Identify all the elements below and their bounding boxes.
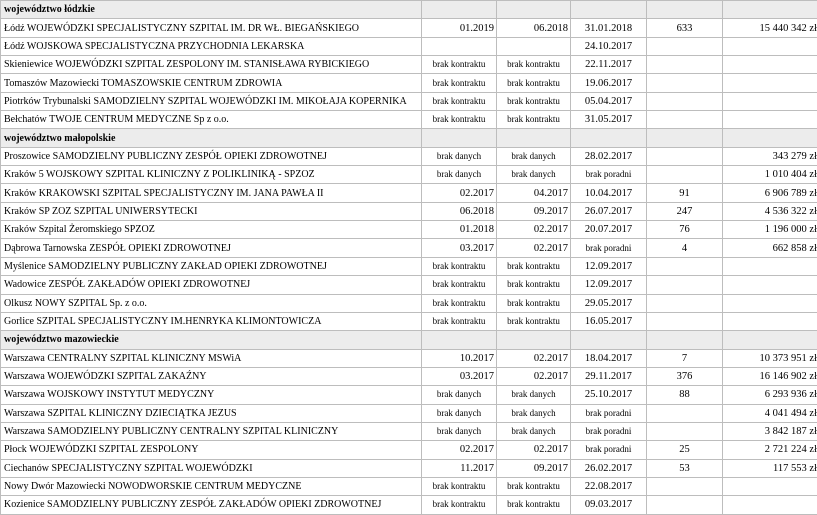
section-empty-cell — [422, 129, 497, 147]
section-empty-cell — [571, 331, 647, 349]
column-4-cell — [647, 111, 723, 129]
table-row — [1, 367, 817, 385]
column-3-cell: 10.04.2017 — [571, 184, 647, 202]
amount-cell: 1 196 000 zł — [723, 221, 817, 239]
column-1-cell: brak kontraktu — [422, 496, 497, 514]
table-row — [1, 184, 817, 202]
table-row — [1, 404, 817, 422]
column-1-cell: brak danych — [422, 166, 497, 184]
column-2-cell: brak danych — [497, 147, 571, 165]
column-1-cell: brak danych — [422, 386, 497, 404]
section-empty-cell — [422, 331, 497, 349]
section-title: województwo mazowieckie — [1, 331, 422, 349]
column-2-cell: 02.2017 — [497, 221, 571, 239]
table-row — [1, 37, 817, 55]
column-2-cell: brak kontraktu — [497, 56, 571, 74]
column-2-cell: 02.2017 — [497, 441, 571, 459]
column-4-cell — [647, 276, 723, 294]
column-4-cell — [647, 92, 723, 110]
column-1-cell: 03.2017 — [422, 367, 497, 385]
column-2-cell: brak kontraktu — [497, 477, 571, 495]
amount-cell: 6 906 789 zł — [723, 184, 817, 202]
column-3-cell: 20.07.2017 — [571, 221, 647, 239]
section-title: województwo łódzkie — [1, 1, 422, 19]
column-3-cell: 16.05.2017 — [571, 312, 647, 330]
column-3-cell: brak poradni — [571, 166, 647, 184]
section-empty-cell — [497, 129, 571, 147]
table-row — [1, 496, 817, 514]
column-4-cell: 25 — [647, 441, 723, 459]
column-4-cell: 91 — [647, 184, 723, 202]
column-4-cell — [647, 496, 723, 514]
column-3-cell: brak poradni — [571, 422, 647, 440]
column-3-cell: 18.04.2017 — [571, 349, 647, 367]
facility-name-cell: Dąbrowa Tarnowska ZESPÓŁ OPIEKI ZDROWOTNEJ — [1, 239, 422, 257]
amount-cell: 16 146 902 zł — [723, 367, 817, 385]
table-row — [1, 422, 817, 440]
facility-name-cell: Bełchatów TWOJE CENTRUM MEDYCZNE Sp z o.o. — [1, 111, 422, 129]
section-row — [1, 129, 817, 147]
column-1-cell: brak danych — [422, 422, 497, 440]
column-2-cell: brak kontraktu — [497, 294, 571, 312]
column-1-cell: 01.2019 — [422, 19, 497, 37]
column-1-cell: brak kontraktu — [422, 111, 497, 129]
column-3-cell: 12.09.2017 — [571, 276, 647, 294]
table-row — [1, 257, 817, 275]
section-empty-cell — [647, 1, 723, 19]
facility-name-cell: Gorlice SZPITAL SPECJALISTYCZNY IM.HENRYKA KLIMONTOWICZA — [1, 312, 422, 330]
column-3-cell: 25.10.2017 — [571, 386, 647, 404]
facility-name-cell: Kraków SP ZOZ SZPITAL UNIWERSYTECKI — [1, 202, 422, 220]
section-empty-cell — [723, 129, 817, 147]
column-4-cell — [647, 294, 723, 312]
column-1-cell: brak kontraktu — [422, 74, 497, 92]
column-2-cell: brak danych — [497, 422, 571, 440]
column-1-cell: 11.2017 — [422, 459, 497, 477]
facility-name-cell: Kozienice SAMODZIELNY PUBLICZNY ZESPÓŁ ZAKŁADÓW OPIEKI ZDROWOTNEJ — [1, 496, 422, 514]
column-4-cell — [647, 312, 723, 330]
table-row — [1, 111, 817, 129]
amount-cell — [723, 56, 817, 74]
column-1-cell: brak kontraktu — [422, 56, 497, 74]
column-2-cell: 09.2017 — [497, 202, 571, 220]
column-2-cell — [497, 37, 571, 55]
column-2-cell: 02.2017 — [497, 239, 571, 257]
table-row — [1, 221, 817, 239]
amount-cell: 117 553 zł — [723, 459, 817, 477]
amount-cell: 15 440 342 zł — [723, 19, 817, 37]
amount-cell: 6 293 936 zł — [723, 386, 817, 404]
column-1-cell: brak kontraktu — [422, 276, 497, 294]
facility-name-cell: Płock WOJEWÓDZKI SZPITAL ZESPOLONY — [1, 441, 422, 459]
column-2-cell: 02.2017 — [497, 349, 571, 367]
column-4-cell: 247 — [647, 202, 723, 220]
column-3-cell: 31.01.2018 — [571, 19, 647, 37]
column-3-cell: 26.02.2017 — [571, 459, 647, 477]
column-4-cell: 7 — [647, 349, 723, 367]
amount-cell — [723, 111, 817, 129]
column-2-cell: 09.2017 — [497, 459, 571, 477]
column-3-cell: 19.06.2017 — [571, 74, 647, 92]
column-1-cell: 02.2017 — [422, 441, 497, 459]
column-4-cell — [647, 74, 723, 92]
column-4-cell — [647, 477, 723, 495]
amount-cell — [723, 37, 817, 55]
section-row — [1, 331, 817, 349]
column-2-cell: 02.2017 — [497, 367, 571, 385]
section-title: województwo małopolskie — [1, 129, 422, 147]
amount-cell: 662 858 zł — [723, 239, 817, 257]
column-2-cell: brak kontraktu — [497, 276, 571, 294]
section-empty-cell — [571, 1, 647, 19]
amount-cell — [723, 74, 817, 92]
column-1-cell: brak kontraktu — [422, 312, 497, 330]
column-3-cell: 09.03.2017 — [571, 496, 647, 514]
column-3-cell: 29.05.2017 — [571, 294, 647, 312]
facility-name-cell: Warszawa WOJSKOWY INSTYTUT MEDYCZNY — [1, 386, 422, 404]
section-empty-cell — [647, 331, 723, 349]
amount-cell: 1 010 404 zł — [723, 166, 817, 184]
facility-name-cell: Kraków KRAKOWSKI SZPITAL SPECJALISTYCZNY IM. JANA PAWŁA II — [1, 184, 422, 202]
amount-cell — [723, 257, 817, 275]
table-row — [1, 74, 817, 92]
amount-cell — [723, 276, 817, 294]
section-empty-cell — [497, 331, 571, 349]
section-empty-cell — [723, 331, 817, 349]
column-3-cell: 31.05.2017 — [571, 111, 647, 129]
column-3-cell: 29.11.2017 — [571, 367, 647, 385]
table-row — [1, 459, 817, 477]
amount-cell: 10 373 951 zł — [723, 349, 817, 367]
amount-cell: 4 536 322 zł — [723, 202, 817, 220]
column-1-cell: 03.2017 — [422, 239, 497, 257]
column-1-cell: brak danych — [422, 147, 497, 165]
column-1-cell: 06.2018 — [422, 202, 497, 220]
column-4-cell: 4 — [647, 239, 723, 257]
column-2-cell: brak kontraktu — [497, 74, 571, 92]
column-3-cell: brak poradni — [571, 441, 647, 459]
facility-name-cell: Warszawa SAMODZIELNY PUBLICZNY CENTRALNY SZPITAL KLINICZNY — [1, 422, 422, 440]
column-4-cell — [647, 147, 723, 165]
facility-name-cell: Warszawa SZPITAL KLINICZNY DZIECIĄTKA JEZUS — [1, 404, 422, 422]
table-row — [1, 92, 817, 110]
table-row — [1, 386, 817, 404]
facility-name-cell: Myślenice SAMODZIELNY PUBLICZNY ZAKŁAD OPIEKI ZDROWOTNEJ — [1, 257, 422, 275]
column-2-cell: brak danych — [497, 166, 571, 184]
facility-name-cell: Kraków Szpital Żeromskiego SPZOZ — [1, 221, 422, 239]
column-4-cell — [647, 404, 723, 422]
table-row — [1, 276, 817, 294]
column-4-cell: 76 — [647, 221, 723, 239]
amount-cell: 343 279 zł — [723, 147, 817, 165]
section-empty-cell — [497, 1, 571, 19]
column-1-cell: brak kontraktu — [422, 257, 497, 275]
column-2-cell: brak kontraktu — [497, 257, 571, 275]
column-3-cell: brak poradni — [571, 239, 647, 257]
column-3-cell: 26.07.2017 — [571, 202, 647, 220]
column-3-cell: 12.09.2017 — [571, 257, 647, 275]
facility-name-cell: Piotrków Trybunalski SAMODZIELNY SZPITAL WOJEWÓDZKI IM. MIKOŁAJA KOPERNIKA — [1, 92, 422, 110]
table-row — [1, 166, 817, 184]
section-row — [1, 1, 817, 19]
section-empty-cell — [571, 129, 647, 147]
facility-name-cell: Warszawa WOJEWÓDZKI SZPITAL ZAKAŹNY — [1, 367, 422, 385]
column-2-cell: brak kontraktu — [497, 312, 571, 330]
column-3-cell: brak poradni — [571, 404, 647, 422]
column-1-cell: brak kontraktu — [422, 92, 497, 110]
facility-name-cell: Tomaszów Mazowiecki TOMASZOWSKIE CENTRUM ZDROWIA — [1, 74, 422, 92]
section-empty-cell — [647, 129, 723, 147]
column-4-cell: 53 — [647, 459, 723, 477]
amount-cell — [723, 312, 817, 330]
facility-name-cell: Warszawa CENTRALNY SZPITAL KLINICZNY MSWiA — [1, 349, 422, 367]
table-row — [1, 477, 817, 495]
table-row — [1, 349, 817, 367]
column-4-cell — [647, 422, 723, 440]
amount-cell: 3 842 187 zł — [723, 422, 817, 440]
table-row — [1, 441, 817, 459]
table-row — [1, 19, 817, 37]
table-row — [1, 294, 817, 312]
facility-name-cell: Olkusz NOWY SZPITAL Sp. z o.o. — [1, 294, 422, 312]
table-row — [1, 56, 817, 74]
column-4-cell — [647, 166, 723, 184]
facility-name-cell: Wadowice ZESPÓŁ ZAKŁADÓW OPIEKI ZDROWOTNEJ — [1, 276, 422, 294]
table-row — [1, 312, 817, 330]
column-1-cell: 10.2017 — [422, 349, 497, 367]
facility-name-cell: Kraków 5 WOJSKOWY SZPITAL KLINICZNY Z POLIKLINIKĄ - SPZOZ — [1, 166, 422, 184]
amount-cell: 2 721 224 zł — [723, 441, 817, 459]
column-1-cell: brak kontraktu — [422, 294, 497, 312]
column-4-cell — [647, 37, 723, 55]
facility-name-cell: Łódź WOJSKOWA SPECJALISTYCZNA PRZYCHODNIA LEKARSKA — [1, 37, 422, 55]
column-2-cell: 04.2017 — [497, 184, 571, 202]
column-1-cell: brak danych — [422, 404, 497, 422]
column-3-cell: 28.02.2017 — [571, 147, 647, 165]
column-3-cell: 22.11.2017 — [571, 56, 647, 74]
column-2-cell: brak danych — [497, 386, 571, 404]
table-row — [1, 147, 817, 165]
column-2-cell: brak kontraktu — [497, 496, 571, 514]
section-empty-cell — [723, 1, 817, 19]
section-empty-cell — [422, 1, 497, 19]
amount-cell — [723, 92, 817, 110]
column-1-cell: brak kontraktu — [422, 477, 497, 495]
facility-name-cell: Proszowice SAMODZIELNY PUBLICZNY ZESPÓŁ OPIEKI ZDROWOTNEJ — [1, 147, 422, 165]
column-2-cell: 06.2018 — [497, 19, 571, 37]
column-4-cell: 376 — [647, 367, 723, 385]
column-3-cell: 22.08.2017 — [571, 477, 647, 495]
amount-cell: 4 041 494 zł — [723, 404, 817, 422]
column-4-cell — [647, 257, 723, 275]
column-4-cell: 633 — [647, 19, 723, 37]
facility-name-cell: Ciechanów SPECJALISTYCZNY SZPITAL WOJEWÓDZKI — [1, 459, 422, 477]
facility-name-cell: Łódź WOJEWÓDZKI SPECJALISTYCZNY SZPITAL IM. DR WŁ. BIEGAŃSKIEGO — [1, 19, 422, 37]
amount-cell — [723, 496, 817, 514]
amount-cell — [723, 477, 817, 495]
column-1-cell: 02.2017 — [422, 184, 497, 202]
column-3-cell: 24.10.2017 — [571, 37, 647, 55]
table-row — [1, 239, 817, 257]
column-2-cell: brak kontraktu — [497, 92, 571, 110]
column-3-cell: 05.04.2017 — [571, 92, 647, 110]
facility-name-cell: Nowy Dwór Mazowiecki NOWODWORSKIE CENTRUM MEDYCZNE — [1, 477, 422, 495]
table-row — [1, 202, 817, 220]
column-2-cell: brak kontraktu — [497, 111, 571, 129]
amount-cell — [723, 294, 817, 312]
column-4-cell: 88 — [647, 386, 723, 404]
column-1-cell — [422, 37, 497, 55]
column-4-cell — [647, 56, 723, 74]
column-2-cell: brak danych — [497, 404, 571, 422]
column-1-cell: 01.2018 — [422, 221, 497, 239]
facility-name-cell: Skieniewice WOJEWÓDZKI SZPITAL ZESPOLONY IM. STANISŁAWA RYBICKIEGO — [1, 56, 422, 74]
